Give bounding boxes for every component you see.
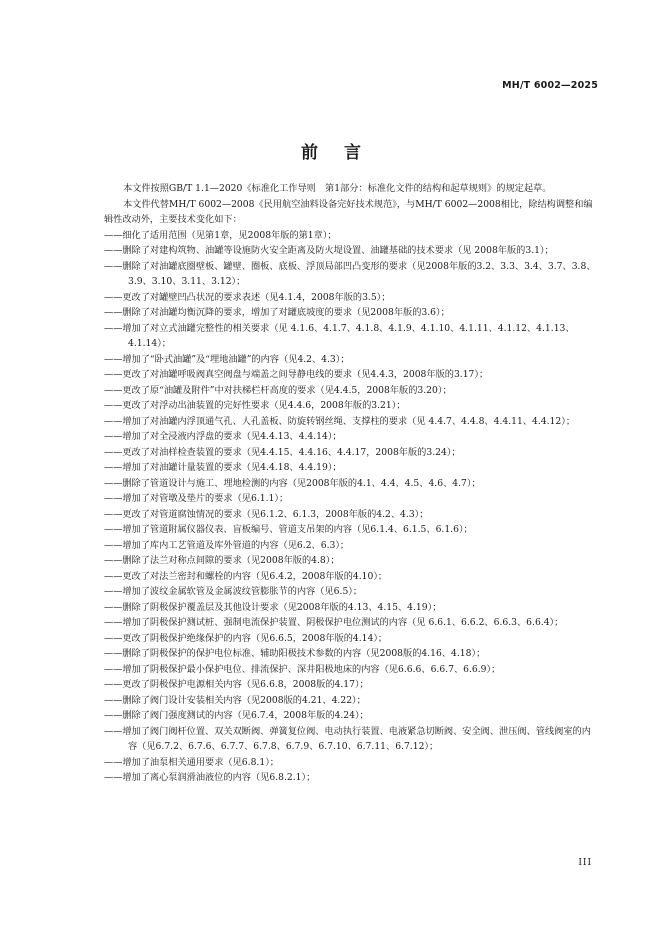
change-item: ——增加了对全浸液内浮盘的要求（见4.4.13、4.4.14）； — [104, 431, 342, 442]
document-code: MH/T 6002—2025 — [502, 80, 598, 91]
change-item: ——增加了库内工艺管道及库外管道的内容（见6.2、6.3）； — [104, 539, 350, 551]
change-list — [104, 228, 600, 786]
change-item: ——更改了对油样检查装置的要求（见4.4.15、4.4.16、4.4.17，2008年版的3.24）； — [104, 446, 461, 458]
change-item: ——删除了阴极保护的保护电位标准、辅助阳极技术参数的内容（见2008版的4.16、4.18）； — [104, 648, 486, 659]
change-item: ——更改了阴极保护绝缘保护的内容（见6.6.5，2008年版的4.14）； — [104, 632, 388, 644]
change-item: ——删除了阴极保护覆盖层及其他设计要求（见2008年版的4.13、4.15、4.19）； — [104, 601, 442, 613]
change-item: ——增加了波纹金属软管及金属波纹管膨胀节的内容（见6.5）； — [104, 586, 363, 597]
change-item: ——删除了阀门强度测试的内容（见6.7.4，2008年版的4.24）； — [104, 710, 369, 721]
change-item: ——增加了对油罐计量装置的要求（见4.4.18、4.4.19）； — [104, 462, 342, 473]
change-item: ——增加了对立式油罐完整性的相关要求（见 4.1.6、4.1.7、4.1.8、4.1.9、4.1.10、4.1.11、4.1.12、4.1.13、4.1.14）； — [104, 322, 575, 349]
change-item: ——更改了对罐壁凹凸状况的要求表述（见4.1.4，2008年版的3.5）； — [104, 291, 391, 303]
change-item: ——增加了油泵相关通用要求（见6.8.1）； — [104, 756, 279, 768]
change-item: ——增加了阴极保护测试桩、强制电流保护装置、阴极保护电位测试的内容（见 6.6.1、6.6.2、6.6.3、6.6.4）； — [104, 617, 564, 628]
change-item: ——更改了对油罐呼吸阀真空阀盘与端盖之间导静电线的要求（见4.4.3，2008年版的3.17）； — [104, 369, 489, 380]
change-item: ——更改了阴极保护电源相关内容（见6.6.8，2008版的4.17）； — [104, 679, 369, 690]
document-body — [104, 181, 600, 786]
change-item: ——增加了离心泵润滑油液位的内容（见6.8.2.1）； — [104, 772, 316, 783]
change-item: ——删除了管道设计与施工、埋地检测的内容（见2008年版的4.1、4.4、4.5、4.6、4.7）； — [104, 477, 481, 489]
change-item: ——删除了对建构筑物、油罐等设施防火安全距离及防火堤设置、油罐基础的技术要求（见 2008年版的3.1）； — [104, 245, 554, 256]
intro-paragraph: 本文件代替MH/T 6002—2008《民用航空油料设备完好技术规范》，与MH/T 6002—2008相比，除结构调整和编辑性改动外，主要技术变化如下： — [104, 198, 593, 225]
intro-paragraph: 本文件按照GB/T 1.1—2020《标准化工作导则 第1部分：标准化文件的结构和起草规则》的规定起草。 — [123, 183, 552, 194]
change-item: ——细化了适用范围（见第1章，见2008年版的第1章）； — [104, 229, 337, 241]
change-item: ——删除了对油罐底圈壁板、罐壁、圈板、底板、浮顶局部凹凸变形的要求（见2008年版的3.2、3.3、3.4、3.7、3.8、3.9、3.10、3.11、3.12）； — [104, 260, 596, 287]
page-number: III — [578, 858, 592, 868]
change-item: ——增加了对管墩及垫片的要求（见6.1.1）； — [104, 493, 289, 504]
change-item: ——更改了对浮动出油装置的完好性要求（见4.4.6，2008年版的3.21）； — [104, 400, 406, 411]
change-item: ——删除了对油罐均衡沉降的要求，增加了对罐底坡度的要求（见2008年版的3.6）； — [104, 307, 450, 318]
change-item: ——更改了原“油罐及附件”中对扶梯栏杆高度的要求（见4.4.5，2008年版的3.20）； — [104, 384, 452, 396]
change-item: ——增加了阴极保护最小保护电位、排流保护、深井阳极地床的内容（见6.6.6、6.6.7、6.6.9）； — [104, 663, 501, 675]
change-item: ——删除了阀门设计安装相关内容（见2008版的4.21、4.22）； — [104, 694, 366, 706]
change-item: ——增加了管道附属仪器仪表、盲板编号、管道支吊架的内容（见6.1.4、6.1.5、6.1.6）； — [104, 524, 473, 535]
change-item: ——增加了阀门阀杆位置、双关双断阀、弹簧复位阀、电动执行装置、电液紧急切断阀、安全阀、泄压阀、管线阀室的内容（见6.7.2、6.7.6、6.7.7、6.7.8、6.7.9、6.7.10、6.7.11、6.7.12）； — [104, 725, 591, 752]
change-item: ——增加了对油罐内浮顶通气孔、人孔盖板、防旋转钢丝绳、支撑柱的要求（见 4.4.7、4.4.8、4.4.11、4.4.12）； — [104, 415, 576, 427]
change-item: ——增加了“卧式油罐”及“埋地油罐”的内容（见4.2、4.3）； — [104, 353, 350, 365]
page-title: 前言 — [301, 143, 387, 163]
change-item: ——更改了对管道腐蚀情况的要求（见6.1.2、6.1.3，2008年版的4.2、4.3）； — [104, 508, 429, 520]
change-item: ——删除了法兰对称点间隙的要求（见2008年版的4.8）； — [104, 555, 340, 566]
change-item: ——更改了对法兰密封和螺栓的内容（见6.4.2，2008年版的4.10）； — [104, 570, 388, 582]
